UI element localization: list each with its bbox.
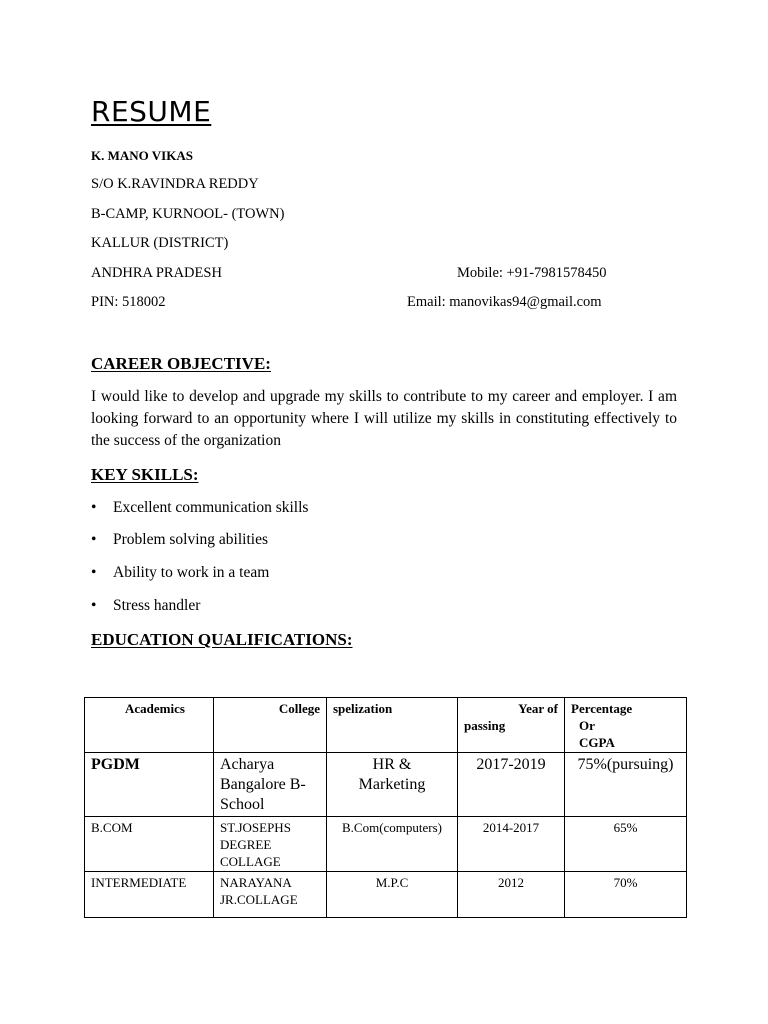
skill-item (91, 531, 268, 549)
education-heading: EDUCATION QUALIFICATIONS: (91, 630, 353, 649)
header-academics: Academics (85, 698, 214, 753)
cell-college (214, 817, 327, 872)
cell-academics: INTERMEDIATE (85, 872, 214, 918)
skill-item (91, 597, 200, 615)
header-pct-line1: Percentage (571, 701, 633, 716)
cell-percentage: 65% (565, 817, 687, 872)
cell-spec-line1: HR & (372, 756, 412, 773)
skill-item (91, 564, 269, 582)
table-header-row (85, 698, 687, 753)
table-row (85, 753, 687, 817)
cell-specialization: M.P.C (327, 872, 458, 918)
resume-title: RESUME (91, 95, 212, 128)
cell-year: 2017-2019 (458, 753, 565, 817)
cell-academics: B.COM (85, 817, 214, 872)
header-year (458, 698, 565, 753)
skill-label: Stress handler (113, 597, 201, 614)
email-address: Email: manovikas94@gmail.com (407, 294, 602, 310)
cell-college (214, 872, 327, 918)
bullet-icon: • (91, 597, 97, 614)
address-line-5: PIN: 518002 (91, 294, 166, 310)
cell-college-line2: Bangalore B- (220, 776, 306, 793)
table-row (85, 817, 687, 872)
skill-label: Problem solving abilities (113, 531, 268, 548)
cell-college-line1: Acharya (220, 756, 275, 773)
cell-specialization (327, 753, 458, 817)
address-line-2: B-CAMP, KURNOOL- (TOWN) (91, 206, 285, 222)
cell-college (214, 753, 327, 817)
cell-year: 2014-2017 (458, 817, 565, 872)
bullet-icon: • (91, 564, 97, 581)
mobile-number: Mobile: +91-7981578450 (457, 265, 607, 281)
cell-college-line3: School (220, 796, 265, 813)
header-percentage (565, 698, 687, 753)
education-table (84, 697, 687, 918)
key-skills-heading: KEY SKILLS: (91, 465, 199, 484)
bullet-icon: • (91, 499, 97, 516)
header-pct-line2: Or (579, 718, 595, 733)
bullet-icon: • (91, 531, 97, 548)
cell-college-line2: DEGREE (220, 837, 272, 852)
cell-specialization: B.Com(computers) (327, 817, 458, 872)
cell-year: 2012 (458, 872, 565, 918)
skill-label: Ability to work in a team (113, 564, 270, 581)
skill-item (91, 499, 308, 517)
header-specialization: spelization (327, 698, 458, 753)
cell-college-line2: JR.COLLAGE (220, 892, 298, 907)
header-year-line1: Year of (518, 701, 558, 716)
cell-college-line3: COLLAGE (220, 854, 281, 869)
cell-college-line1: ST.JOSEPHS (220, 820, 291, 835)
skill-label: Excellent communication skills (113, 499, 309, 516)
header-college: College (214, 698, 327, 753)
address-line-4: ANDHRA PRADESH (91, 265, 222, 281)
table-row (85, 872, 687, 918)
cell-percentage: 70% (565, 872, 687, 918)
career-objective-text: I would like to develop and upgrade my skills to contribute to my career and employer. I am looking forward to an opportunity where I will utilize my skills in constituting effectively to the success of the organization (91, 388, 677, 449)
cell-academics: PGDM (85, 753, 214, 817)
career-objective-heading: CAREER OBJECTIVE: (91, 354, 271, 373)
cell-college-line1: NARAYANA (220, 875, 292, 890)
address-line-1: S/O K.RAVINDRA REDDY (91, 176, 259, 192)
cell-percentage: 75%(pursuing) (565, 753, 687, 817)
header-year-line2: passing (464, 718, 506, 733)
cell-spec-line2: Marketing (358, 776, 426, 793)
header-pct-line3: CGPA (579, 735, 615, 750)
candidate-name: K. MANO VIKAS (91, 148, 193, 163)
address-line-3: KALLUR (DISTRICT) (91, 235, 229, 251)
